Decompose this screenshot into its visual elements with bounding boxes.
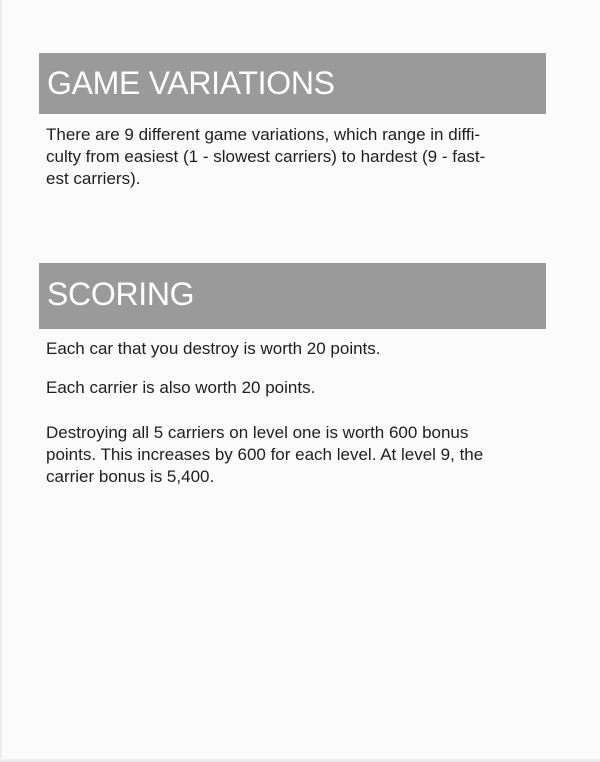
section-header-game-variations — [39, 53, 546, 114]
game-variations-paragraph: There are 9 different game variations, which range in diffi- culty from easiest (1 - slowest carriers) to hardest (9 - fast- est carriers). — [46, 125, 486, 188]
scoring-paragraph-bonus: Destroying all 5 carriers on level one is worth 600 bonus points. This increases by 600 for each level. At level 9, the carrier bonus is 5,400. — [46, 423, 484, 486]
scoring-paragraph-car-points: Each car that you destroy is worth 20 points. — [46, 339, 381, 358]
section-title: SCORING — [47, 276, 195, 312]
section-header-scoring — [39, 263, 546, 329]
section-title: GAME VARIATIONS — [47, 65, 335, 101]
page-edge — [0, 758, 600, 762]
page-edge — [0, 0, 3, 762]
scoring-paragraph-carrier-points: Each carrier is also worth 20 points. — [46, 378, 316, 397]
